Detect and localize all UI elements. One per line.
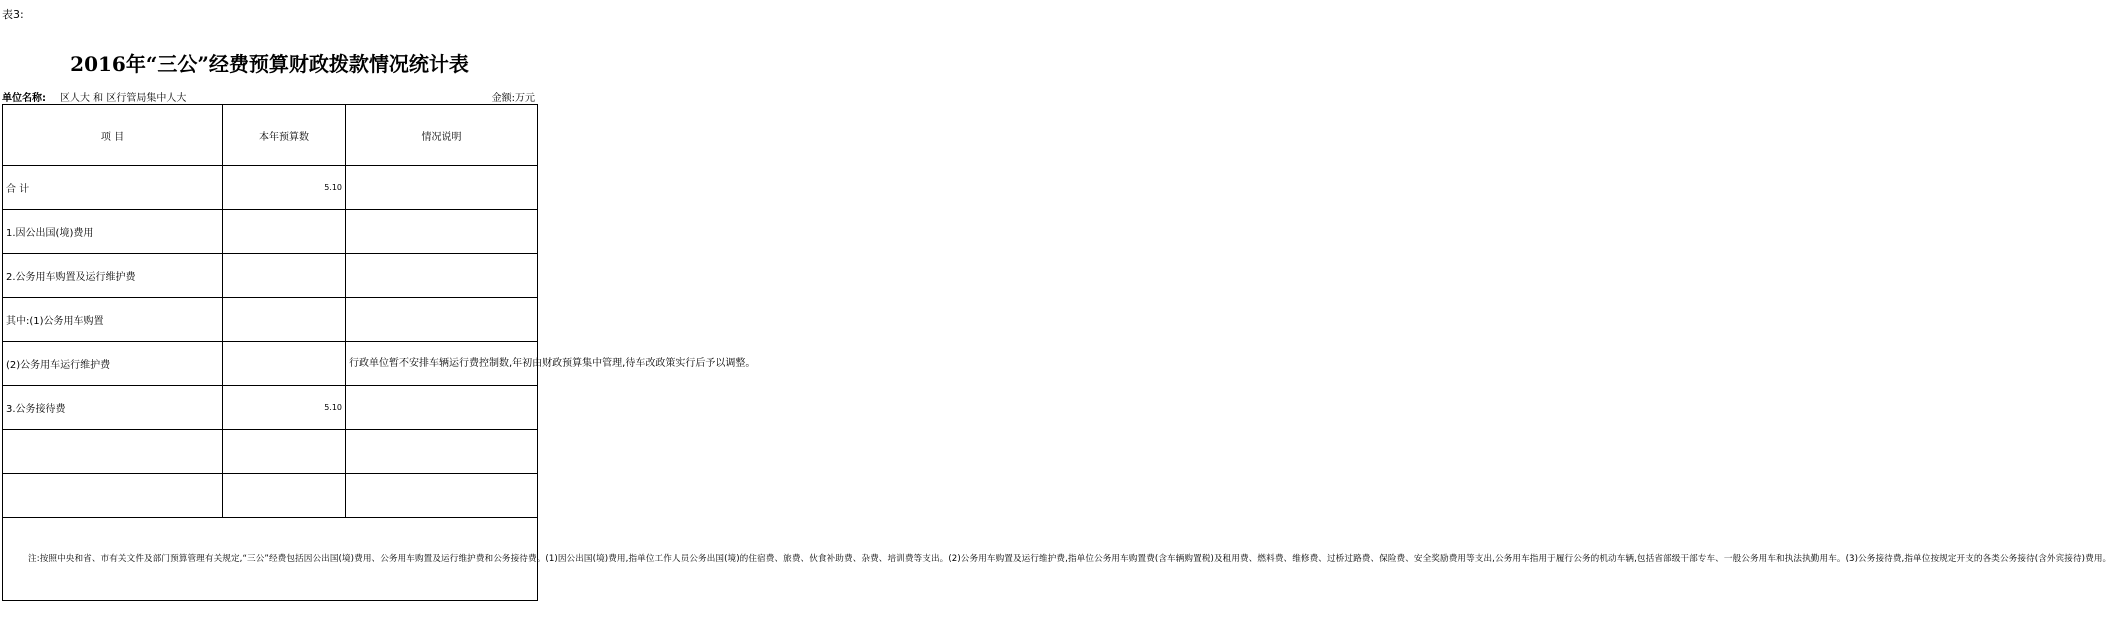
header-item: 项 目 — [3, 105, 223, 166]
table-row — [3, 386, 538, 430]
row-item — [3, 430, 223, 474]
amount-unit: 金额:万元 — [491, 93, 535, 104]
header-amount: 本年预算数 — [223, 105, 346, 166]
row-amount — [223, 210, 346, 254]
row-description — [346, 210, 538, 254]
table-row — [3, 430, 538, 474]
budget-table — [2, 104, 2111, 601]
header-description: 情况说明 — [346, 105, 538, 166]
row-description — [346, 474, 538, 518]
table-row — [3, 210, 538, 254]
row-item — [3, 474, 223, 518]
row-amount — [223, 474, 346, 518]
unit-name-value: 区人大 和 区行管局集中人大 — [60, 93, 187, 104]
table-row — [3, 298, 538, 342]
page-title: 2016年“三公”经费预算财政拨款情况统计表 — [70, 52, 469, 76]
row-description — [346, 386, 538, 430]
row-item: 合 计 — [3, 166, 223, 210]
table-row — [3, 474, 538, 518]
row-amount — [223, 342, 346, 386]
table-header-row — [3, 105, 538, 166]
table-row — [3, 342, 538, 386]
row-amount — [223, 254, 346, 298]
row-description — [346, 430, 538, 474]
table-row — [3, 254, 538, 298]
row-amount: 5.10 — [223, 166, 346, 210]
row-description — [346, 298, 538, 342]
row-item: 1.因公出国(境)费用 — [3, 210, 223, 254]
row-item: (2)公务用车运行维护费 — [3, 342, 223, 386]
footnote: 注:按照中央和省、市有关文件及部门预算管理有关规定,“三公”经费包括因公出国(境)费用、公务用车购置及运行维护费和公务接待费。(1)因公出国(境)费用,指单位工作人员公务出国(境)的住宿费、旅费、伙食补助费、杂费、培训费等支出。(2)公务用车购置及运行维护费,指单位公务用车购置费(含车辆购置税)及租用费、燃料费、维修费、过桥过路费、保险费、安全奖励费用等支出,公务用车指用于履行公务的机动车辆,包括省部级干部专车、一般公务用车和执法执勤用车。(3)公务接待费,指单位按规定开支的各类公务接待(含外宾接待)费用。 — [3, 518, 538, 601]
sheet-label: 表3: — [2, 8, 24, 21]
row-item: 2.公务用车购置及运行维护费 — [3, 254, 223, 298]
row-description: 行政单位暂不安排车辆运行费控制数,年初由财政预算集中管理,待车改政策实行后予以调整。 — [346, 342, 538, 386]
row-description — [346, 166, 538, 210]
row-description — [346, 254, 538, 298]
row-amount: 5.10 — [223, 386, 346, 430]
row-amount — [223, 298, 346, 342]
row-item: 其中:(1)公务用车购置 — [3, 298, 223, 342]
unit-name-label: 单位名称: — [2, 93, 46, 104]
row-item: 3.公务接待费 — [3, 386, 223, 430]
row-amount — [223, 430, 346, 474]
unit-name — [2, 89, 186, 104]
note-row — [3, 518, 538, 601]
table-row — [3, 166, 538, 210]
